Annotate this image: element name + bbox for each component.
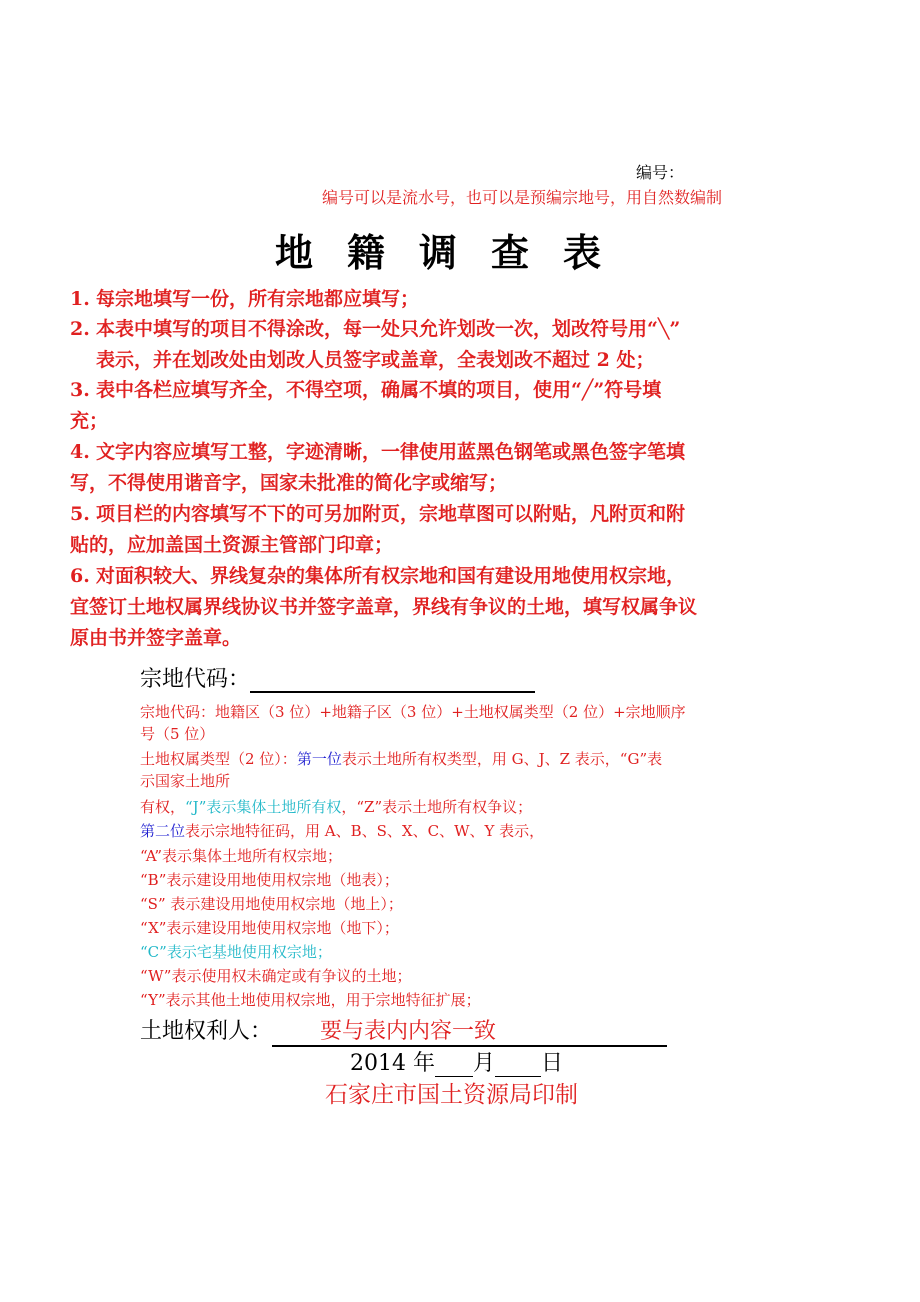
second-digit-note [140,820,544,842]
note-line: 宗地代码：地籍区（3 位）+地籍子区（3 位）+土地权属类型（2 位）+宗地顺序 [140,703,686,721]
rule-text: 项目栏的内容填写不下的可另加附页，宗地草图可以附贴，凡附页和附 [96,503,686,525]
rightholder-value: 要与表内内容一致 [320,1019,497,1044]
second-digit-label: 第二位 [140,822,186,840]
rule-text: 每宗地填写一份，所有宗地都应填写； [96,288,420,310]
note-text: 土地权属类型（2 位）： [140,750,297,768]
rule-text: 贴的，应加盖国土资源主管部门印章； [70,534,394,556]
rule-text: 宜签订土地权属界线协议书并签字盖章，界线有争议的土地，填写权属争议 [70,596,698,618]
rule-text: 表中各栏应填写齐全，不得空项，确属不填的项目，使用“╱”符号填 [96,379,662,401]
type-note [140,748,662,792]
parcel-code-field[interactable] [250,667,535,693]
number-label: 编号： [636,163,685,182]
rightholder-field[interactable] [272,1014,667,1047]
page-title: 地籍调查表 [275,230,636,275]
rule-number: 5. [70,503,90,525]
rule-number: 6. [70,565,90,587]
rule-1 [70,284,790,315]
rule-2 [70,314,790,376]
rule-text: 本表中填写的项目不得涂改，每一处只允许划改一次，划改符号用“╲” [96,318,681,340]
rule-text: 充； [70,410,109,432]
note-text: ，“Z”表示土地所有权争议； [341,798,533,816]
day-field[interactable] [495,1054,541,1077]
code-format-note [140,701,686,745]
date-day-unit: 日 [541,1051,564,1076]
rightholder-label: 土地权利人： [140,1019,273,1044]
s-desc: “S” 表示建设用地使用权宗地（地上）； [140,895,403,913]
note-text: 有权， [140,798,186,816]
parcel-code-row [140,662,535,693]
rule-6 [70,561,790,654]
j-desc: “J”表示集体土地所有权 [185,798,342,816]
note-text: 表示宗地特征码，用 A、B、S、X、C、W、Y 表示， [185,822,545,840]
parcel-code-label: 宗地代码： [140,667,251,692]
date-year: 2014 年 [350,1051,435,1076]
issuer: 石家庄市国土资源局印制 [325,1082,578,1108]
rule-text: 表示，并在划改处由划改人员签字或盖章，全表划改不超过 2 处； [96,349,655,371]
rule-text: 原由书并签字盖章。 [70,627,242,649]
rule-number: 1. [70,288,90,310]
note-line: 号（5 位） [140,725,215,743]
rule-text: 对面积较大、界线复杂的集体所有权宗地和国有建设用地使用权宗地， [96,565,686,587]
rule-number: 3. [70,379,90,401]
x-desc: “X”表示建设用地使用权宗地（地下）； [140,919,399,937]
owner-note [140,796,532,818]
rule-3 [70,375,790,437]
number-note: 编号可以是流水号，也可以是预编宗地号，用自然数编制 [322,188,723,207]
rightholder-row [140,1014,667,1047]
rule-number: 2. [70,318,90,340]
month-field[interactable] [435,1054,473,1077]
rule-text: 写，不得使用谐音字，国家未批准的简化字或缩写； [70,472,508,494]
rule-5 [70,499,790,561]
c-desc: “C”表示宅基地使用权宗地； [140,943,332,961]
note-line: 示国家土地所 [140,772,231,790]
date-month-unit: 月 [472,1051,495,1076]
date-row [350,1046,563,1077]
first-digit-label: 第一位 [296,750,342,768]
rule-text: 文字内容应填写工整，字迹清晰，一律使用蓝黑色钢笔或黑色签字笔填 [96,441,686,463]
b-desc: “B”表示建设用地使用权宗地（地表）； [140,871,399,889]
note-text: 表示土地所有权类型，用 G、J、Z 表示，“G”表 [341,750,663,768]
w-desc: “W”表示使用权未确定或有争议的土地； [140,967,412,985]
y-desc: “Y”表示其他土地使用权宗地，用于宗地特征扩展； [140,991,481,1009]
rule-number: 4. [70,441,90,463]
a-desc: “A”表示集体土地所有权宗地； [140,847,343,865]
rule-4 [70,437,790,499]
